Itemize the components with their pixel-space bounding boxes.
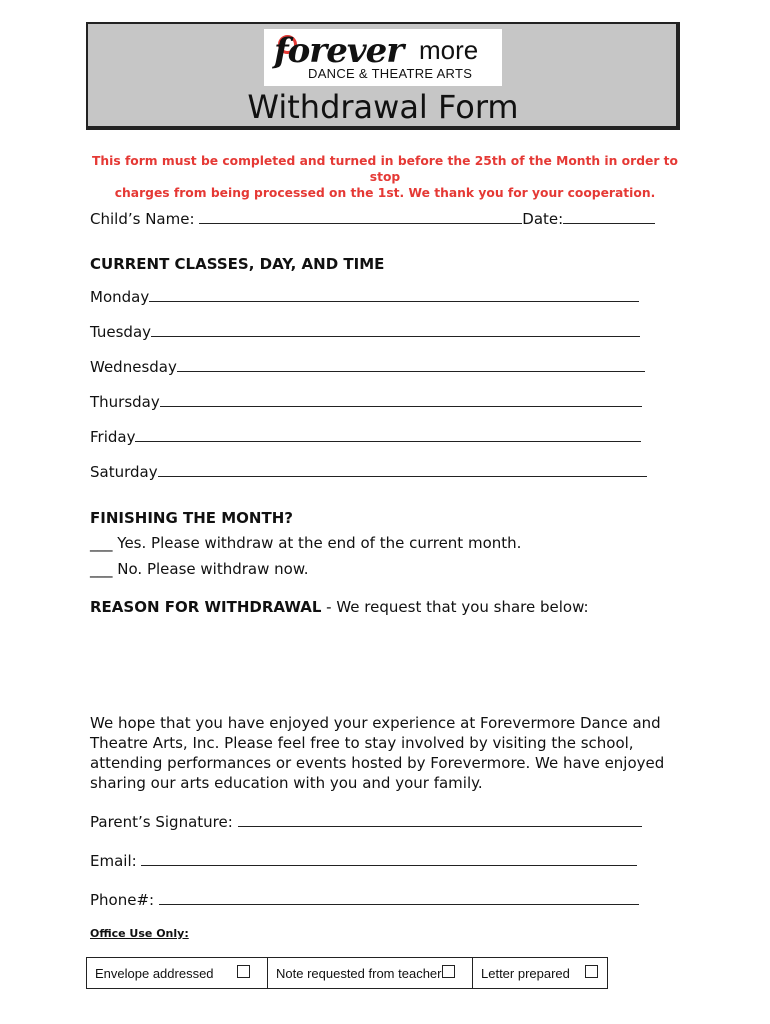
day-label-thursday: Thursday: [90, 393, 160, 411]
email-label: Email:: [90, 852, 137, 870]
classes-heading: CURRENT CLASSES, DAY, AND TIME: [90, 255, 385, 273]
notice: [80, 153, 690, 201]
checkbox-letter[interactable]: [585, 965, 598, 978]
class-row-thursday: [90, 392, 642, 411]
office-cell-note: [268, 958, 473, 988]
reason-heading: REASON FOR WITHDRAWAL: [90, 598, 322, 616]
office-item-note: Note requested from teacher: [276, 966, 442, 981]
email-field[interactable]: [141, 851, 637, 866]
class-field-thursday[interactable]: [160, 392, 642, 407]
signature-row: [90, 812, 642, 831]
finishing-no-text: No. Please withdraw now.: [117, 560, 309, 578]
child-name-label: Child’s Name:: [90, 210, 195, 228]
class-row-saturday: [90, 462, 647, 481]
class-row-friday: [90, 427, 641, 446]
logo-more-text: more: [419, 35, 479, 65]
class-field-friday[interactable]: [135, 427, 641, 442]
day-label-wednesday: Wednesday: [90, 358, 177, 376]
reason-text: - We request that you share below:: [321, 598, 589, 616]
finishing-yes-text: Yes. Please withdraw at the end of the current month.: [117, 534, 522, 552]
logo: [264, 29, 502, 86]
finishing-no-blank[interactable]: ___: [90, 560, 113, 578]
day-label-tuesday: Tuesday: [90, 323, 152, 341]
class-row-tuesday: [90, 322, 640, 341]
finishing-no-row: [90, 560, 308, 578]
office-cell-envelope: [87, 958, 268, 988]
phone-label: Phone#:: [90, 891, 155, 909]
class-field-wednesday[interactable]: [177, 357, 645, 372]
logo-subtitle: DANCE & THEATRE ARTS: [308, 66, 473, 81]
day-label-monday: Monday: [90, 288, 150, 306]
day-label-saturday: Saturday: [90, 463, 158, 481]
office-cell-letter: [473, 958, 607, 988]
office-use-table: [86, 957, 608, 989]
notice-line-1: This form must be completed and turned in before the 25th of the Month in order to stop: [91, 154, 679, 184]
checkbox-envelope[interactable]: [237, 965, 250, 978]
page-title: Withdrawal Form: [247, 88, 519, 126]
signature-label: Parent’s Signature:: [90, 813, 233, 831]
class-field-monday[interactable]: [149, 287, 639, 302]
day-label-friday: Friday: [90, 428, 136, 446]
finishing-heading: FINISHING THE MONTH?: [90, 509, 293, 527]
finishing-yes-blank[interactable]: ___: [90, 534, 113, 552]
finishing-yes-row: [90, 534, 521, 552]
date-field[interactable]: [563, 209, 655, 224]
child-name-row: [90, 209, 655, 228]
child-name-field[interactable]: [199, 209, 522, 224]
office-use-label: Office Use Only:: [90, 927, 189, 940]
reason-row: [90, 598, 589, 616]
class-row-wednesday: [90, 357, 645, 376]
office-item-envelope: Envelope addressed: [95, 966, 214, 981]
phone-row: [90, 890, 639, 909]
checkbox-note[interactable]: [442, 965, 455, 978]
email-row: [90, 851, 637, 870]
notice-line-2: charges from being processed on the 1st. We thank you for your cooperation.: [114, 186, 656, 200]
date-label: Date:: [522, 210, 564, 228]
phone-field[interactable]: [159, 890, 639, 905]
class-field-saturday[interactable]: [158, 462, 647, 477]
class-field-tuesday[interactable]: [151, 322, 640, 337]
logo-script-text: forever: [274, 31, 404, 71]
class-row-monday: [90, 287, 639, 306]
office-item-letter: Letter prepared: [481, 966, 570, 981]
closing-paragraph: We hope that you have enjoyed your experience at Forevermore Dance and Theatre Arts, Inc. Please feel free to stay involved by visiting the school, attending performances or events hosted by Forevermore. We have enjoyed sharing our arts education with you and your family.: [90, 714, 665, 792]
signature-field[interactable]: [238, 812, 642, 827]
